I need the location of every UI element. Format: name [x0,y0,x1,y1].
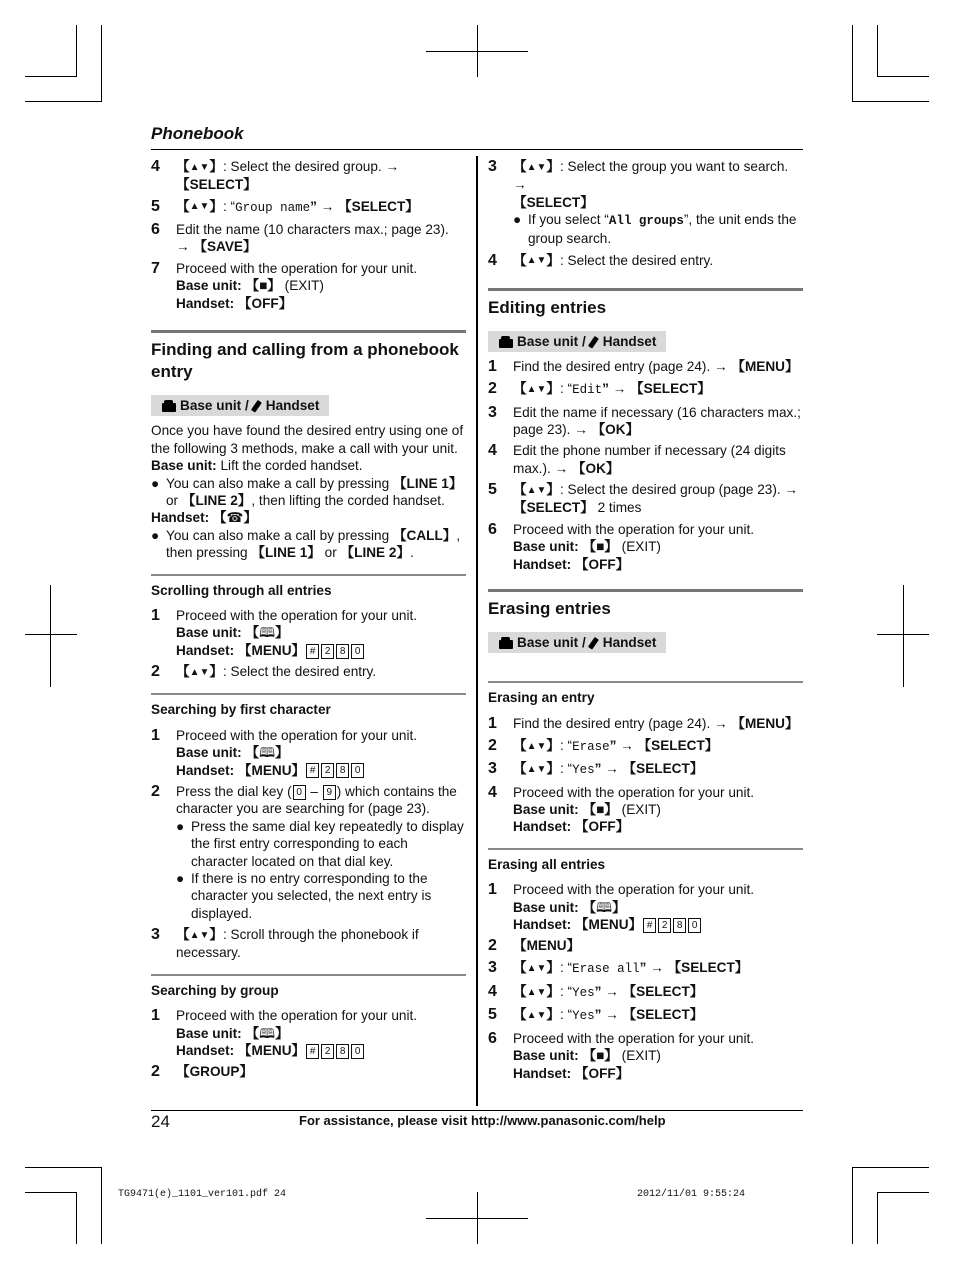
key-label: 【LINE 1】 [392,475,463,491]
step [488,521,803,573]
body-text: or [166,492,182,508]
base-unit-icon [161,399,177,413]
step [151,783,466,922]
key-label: → 【SAVE】 [176,239,257,255]
handset-label: Handset: 【OFF】 [513,556,630,572]
step-number: 2 [151,663,160,681]
crop-mark [25,101,102,102]
up-down-icon: ▲▼ [189,161,210,173]
step-number: 3 [488,403,497,421]
badge-label: Base unit / [517,333,586,349]
section-title-erasing: Erasing entries [488,599,611,619]
dial-key: 0 [293,785,306,800]
key-label: 【OK】 [591,422,640,438]
crop-mark [877,76,929,77]
badge-label: Handset [602,333,657,349]
step: 5 【▲▼】: “Group name” → 【SELECT】 [151,198,466,217]
up-down-icon: ▲▼ [526,1010,547,1021]
key-label: 【GROUP】 [176,1064,254,1080]
step-text: Proceed with the operation for your unit. [513,1030,755,1046]
key-label: 【SELECT】 [513,194,594,210]
bracket: 】 [243,510,258,526]
dial-key: # [306,763,319,778]
crop-mark [25,76,77,77]
step-text: : Select the desired entry. [559,252,714,268]
step-text: : Scroll through the phonebook if necessary. [176,927,419,961]
bullet-text: If you select “ [528,211,609,227]
step [151,1063,466,1081]
dial-key: 9 [323,785,336,800]
crop-mark [877,25,878,77]
display-text: Yes [572,763,595,778]
key-label: ” → 【SELECT】 [594,1007,704,1023]
crop-mark [852,101,929,102]
crop-mark [877,634,929,635]
handset-label: Handset: 【MENU】 [176,642,306,658]
step: 1 Proceed with the operation for your unit. Base unit: 【🕮】 Handset: 【MENU】 # 2 8 0 [488,881,803,933]
step [488,784,803,836]
key-label: ” → 【SELECT】 [594,761,704,777]
badge-label: Base unit / [517,635,586,651]
step-text: Proceed with the operation for your unit. [513,784,755,800]
step-text: Press the dial key ( [176,783,292,799]
base-unit-label: Base unit: 【 [176,1025,260,1041]
step: 4 【▲▼】: Select the desired group. → 【SELECT】 [151,158,400,193]
crop-mark [76,1192,77,1244]
base-unit-icon [498,335,514,349]
key-label: ” → 【SELECT】 [594,983,704,999]
key-label: ” → 【SELECT】 [310,198,419,214]
key-label: 【LINE 1】 [251,545,321,561]
dial-key: # [643,918,656,933]
crop-mark [25,1192,77,1193]
up-down-icon: ▲▼ [189,929,210,941]
dial-key: # [306,644,319,659]
phonebook-icon: 🕮 [259,1025,276,1041]
dial-key: 8 [336,644,349,659]
up-down-icon: ▲▼ [526,740,547,752]
dial-key: 0 [351,763,364,778]
handset-label: Handset: 【OFF】 [513,819,630,835]
base-unit-label: Base unit: 【 [176,745,260,761]
step-text: Proceed with the operation for your unit. [513,521,755,537]
up-down-icon: ▲▼ [526,255,547,267]
body-text: Lift the corded handset. [220,458,363,474]
step-text: Edit the name (10 characters max.; page 23). [176,221,449,237]
body-text: or [320,545,341,561]
step: 3 【▲▼】: Select the group you want to search. → 【SELECT】 ● If you select “All groups”, the unit ends the group search. [488,158,803,248]
right-column [488,158,803,1086]
step-number: 5 [488,481,497,499]
step-number: 2 [151,782,160,800]
dial-key: 0 [351,1044,364,1059]
dial-key: 8 [336,1044,349,1059]
step-text: : “ [559,381,573,397]
step-number: 1 [151,607,160,625]
step-text: – [306,783,322,799]
up-down-icon: ▲▼ [526,763,547,775]
column-divider [476,156,478,1106]
handset-label: Handset: 【MENU】 [513,917,643,933]
bullet-text: Press the same dial key repeatedly to display the first entry corresponding to each character located on that dial key. [191,818,464,869]
footer-rule [151,1110,803,1111]
base-unit-label: Base unit: 【 [176,625,260,641]
section-rule [488,589,803,592]
body-text: . [410,545,414,561]
display-text: Erase all [572,962,640,977]
bullet: ● If you select “All groups”, the unit ends the group search. [513,211,797,247]
section-rule [151,330,466,333]
crop-mark [877,1192,878,1244]
step [488,358,803,376]
step: 2 【▲▼】: “Erase” → 【SELECT】 [488,737,803,756]
step [488,1030,803,1082]
step-number: 2 [151,1063,160,1081]
file-date: 2012/11/01 9:55:24 [637,1189,746,1200]
exit-label: (EXIT) [621,539,661,555]
step-number: 6 [488,520,497,538]
key-label: 【LINE 2】 [181,492,252,508]
key-label: ” → 【SELECT】 [639,960,749,976]
key-label: 【MENU】 [731,715,799,731]
step-number: 7 [151,259,160,277]
step-text: Edit the phone number if necessary (24 digits max.). → [513,443,786,476]
unit-badge [488,331,666,352]
step-text: ) which contains the character you are searching for (page 23). [176,783,457,817]
step-text: 2 times [593,500,642,516]
handset-icon [586,335,600,349]
up-down-icon: ▲▼ [526,963,547,975]
key-label: 【LINE 2】 [340,545,411,561]
key-label: 【MENU】 [731,359,799,375]
display-text: Yes [572,1009,595,1024]
crop-mark [852,25,853,102]
step: 4 【▲▼】: Select the desired entry. [488,251,714,269]
step-number: 5 [151,197,160,215]
page-header-title: Phonebook [151,124,244,143]
badge-label: Handset [602,635,657,651]
dial-key: 2 [321,644,334,659]
key-label: 【MENU】 [513,938,581,954]
base-unit-icon [498,636,514,650]
step-number: 1 [151,1007,160,1025]
crop-mark [50,585,51,687]
step-text: : “ [559,983,573,999]
footer-help-text: For assistance, please visit http://www.panasonic.com/help [299,1113,666,1128]
step-number: 4 [151,158,160,175]
step-text: : “ [559,737,573,753]
handset-label: Handset: 【OFF】 [513,1065,630,1081]
step-number: 3 [151,926,160,944]
step: 3 【▲▼】: Scroll through the phonebook if necessary. [151,926,419,961]
handset-label: Handset: 【OFF】 [176,295,293,311]
up-down-icon: ▲▼ [189,201,210,213]
crop-mark [426,51,528,52]
bullet: ● You can also make a call by pressing 【CALL】, then pressing 【LINE 1】 or 【LINE 2】. [151,527,461,561]
step-number: 1 [488,881,497,899]
section-title-editing: Editing entries [488,297,607,317]
step-number: 2 [488,736,497,754]
step-number: 6 [488,1029,497,1047]
step-text: : Select the group you want to search. → [513,159,789,193]
step: 3 【▲▼】: “Erase all” → 【SELECT】 [488,959,803,978]
crop-mark [877,1192,929,1193]
step-number: 1 [151,726,160,744]
step-number: 2 [488,380,497,398]
base-unit-label: Base unit: 【■】 [513,802,618,818]
display-text: Edit [572,383,603,398]
exit-label: (EXIT) [284,278,324,294]
up-down-icon: ▲▼ [526,383,547,395]
bullet-text: ”, the unit ends the group search. [528,211,797,247]
intro-text: Once you have found the desired entry using one of the following 3 methods, make a call with your unit. [151,423,464,456]
step-number: 6 [151,220,160,238]
step-text: : Select the desired group (page 23). → [559,482,799,498]
step-number: 4 [488,783,497,801]
step-text: Edit the name if necessary (16 characters max.; page 23). → [513,404,801,438]
dial-key: 2 [321,1044,334,1059]
step [488,937,803,955]
step-text: Find the desired entry (page 24). → [513,359,732,375]
subsection-rule [151,574,466,576]
dial-key: 8 [336,763,349,778]
dial-key: 0 [351,644,364,659]
body-text: , then pressing [166,527,461,561]
body-text: , then lifting the corded handset. [251,492,445,508]
step-text: : “ [559,1007,573,1023]
subsection-title: Erasing all entries [488,856,606,872]
step-number: 3 [488,959,497,977]
header-rule [151,149,803,150]
step-text: Proceed with the operation for your unit. [176,1008,418,1024]
subsection-title: Scrolling through all entries [151,582,332,598]
step-text: Proceed with the operation for your unit. [176,608,418,624]
step [488,715,803,733]
step: 5 【▲▼】: “Yes” → 【SELECT】 [488,1006,803,1025]
section-title-finding: Finding and calling from a phonebook entry [151,339,459,381]
bullet: ● If there is no entry corresponding to the character you selected, the next entry is displayed. [176,870,466,922]
crop-mark [25,634,77,635]
subsection-title: Erasing an entry [488,690,595,706]
section-rule [488,288,803,291]
base-unit-label: Base unit: 【■】 [513,1048,618,1064]
handset-label: Handset: 【MENU】 [176,762,306,778]
step-text: Proceed with the operation for your unit. [513,882,755,898]
step-number: 1 [488,358,497,376]
handset-icon [586,636,600,650]
badge-label: Handset [265,397,320,413]
step-number: 1 [488,714,497,732]
page-number: 24 [151,1112,170,1131]
unit-badge [488,632,666,653]
key-label: 【SELECT】 [513,500,594,516]
step: 1 Proceed with the operation for your unit. Base unit: 【🕮】 Handset: 【MENU】 # 2 8 0 [151,1007,466,1059]
key-label: 【OK】 [571,460,620,476]
step-text: : Select the desired group. → [222,159,400,174]
display-text: Erase [572,739,610,754]
step-number: 4 [488,442,497,460]
crop-mark [903,585,904,687]
step: 4 【▲▼】: “Yes” → 【SELECT】 [488,983,803,1002]
phonebook-icon: 🕮 [596,899,613,915]
crop-mark [852,1167,853,1244]
step: 2 【▲▼】: “Edit” → 【SELECT】 [488,380,803,399]
bullet-text: If there is no entry corresponding to the character you selected, the next entry is displayed. [191,871,432,921]
phonebook-icon: 🕮 [259,625,276,641]
step: 1 Proceed with the operation for your unit. Base unit: 【🕮】 Handset: 【MENU】 # 2 8 0 [151,607,466,659]
key-label: 【SELECT】 [176,177,257,193]
left-column [151,158,466,1085]
step-text: : “ [559,960,573,976]
dial-key: 2 [321,763,334,778]
dial-key: 0 [688,918,701,933]
crop-mark [101,25,102,102]
step [488,442,803,477]
up-down-icon: ▲▼ [189,666,210,678]
dial-key: 8 [673,918,686,933]
talk-icon: ☎ [226,510,244,526]
exit-label: (EXIT) [621,1048,661,1064]
handset-icon [249,399,263,413]
handset-label: Handset: 【MENU】 [176,1042,306,1058]
bullet: ● Press the same dial key repeatedly to display the first entry corresponding to each character located on that dial key. [176,818,466,870]
unit-badge [151,395,329,416]
step-number: 5 [488,1006,497,1024]
phonebook-icon: 🕮 [259,745,276,761]
crop-mark [426,1218,528,1219]
base-unit-label: Base unit: 【 [513,899,597,915]
body-text: You can also make a call by pressing [166,527,393,543]
step-text: : “ [222,198,236,214]
file-name: TG9471(e)_1101_ver101.pdf 24 [118,1189,287,1200]
up-down-icon: ▲▼ [526,986,547,998]
dial-key: # [306,1044,319,1059]
step [151,260,466,312]
step: 3 【▲▼】: “Yes” → 【SELECT】 [488,760,803,779]
crop-mark [25,1167,102,1168]
subsection-rule [488,681,803,683]
step: 5 【▲▼】: Select the desired group (page 23). → 【SELECT】 2 times [488,481,799,516]
step-text: : “ [559,761,573,777]
step-number: 3 [488,158,497,175]
display-text: Group name [235,200,311,215]
step-number: 4 [488,251,497,269]
step [151,221,466,256]
step-number: 4 [488,982,497,1000]
step-text: Proceed with the operation for your unit. [176,260,418,276]
step-number: 3 [488,760,497,778]
step-text: Find the desired entry (page 24). → [513,715,732,731]
subsection-rule [488,848,803,850]
subsection-rule [151,974,466,976]
body-text: You can also make a call by pressing [166,475,393,491]
subsection-title: Searching by first character [151,702,331,718]
base-unit-label: Base unit: [151,458,217,474]
up-down-icon: ▲▼ [526,484,547,496]
crop-mark [101,1167,102,1244]
dial-key: 2 [658,918,671,933]
key-label: 【CALL】 [392,527,457,543]
crop-mark [852,1167,929,1168]
badge-label: Base unit / [180,397,249,413]
step: 2 【▲▼】: Select the desired entry. [151,663,377,681]
exit-label: (EXIT) [621,802,661,818]
crop-mark [76,25,77,77]
bullet: ● You can also make a call by pressing 【LINE 1】 or 【LINE 2】, then lifting the corded handset. [151,475,463,508]
up-down-icon: ▲▼ [526,161,547,173]
key-label: ” → 【SELECT】 [609,737,719,753]
display-text: All groups [608,213,684,228]
step-number: 2 [488,937,497,955]
base-unit-label: Base unit: 【■】 [176,278,281,294]
key-label: ” → 【SELECT】 [602,381,711,397]
step [488,404,803,439]
subsection-rule [151,693,466,695]
subsection-title: Searching by group [151,982,279,998]
step: 1 Proceed with the operation for your unit. Base unit: 【🕮】 Handset: 【MENU】 # 2 8 0 [151,727,466,779]
step-text: : Select the desired entry. [222,664,377,680]
base-unit-label: Base unit: 【■】 [513,539,618,555]
handset-label: Handset: 【 [151,510,227,526]
step-text: Proceed with the operation for your unit. [176,727,418,743]
display-text: Yes [572,985,595,1000]
